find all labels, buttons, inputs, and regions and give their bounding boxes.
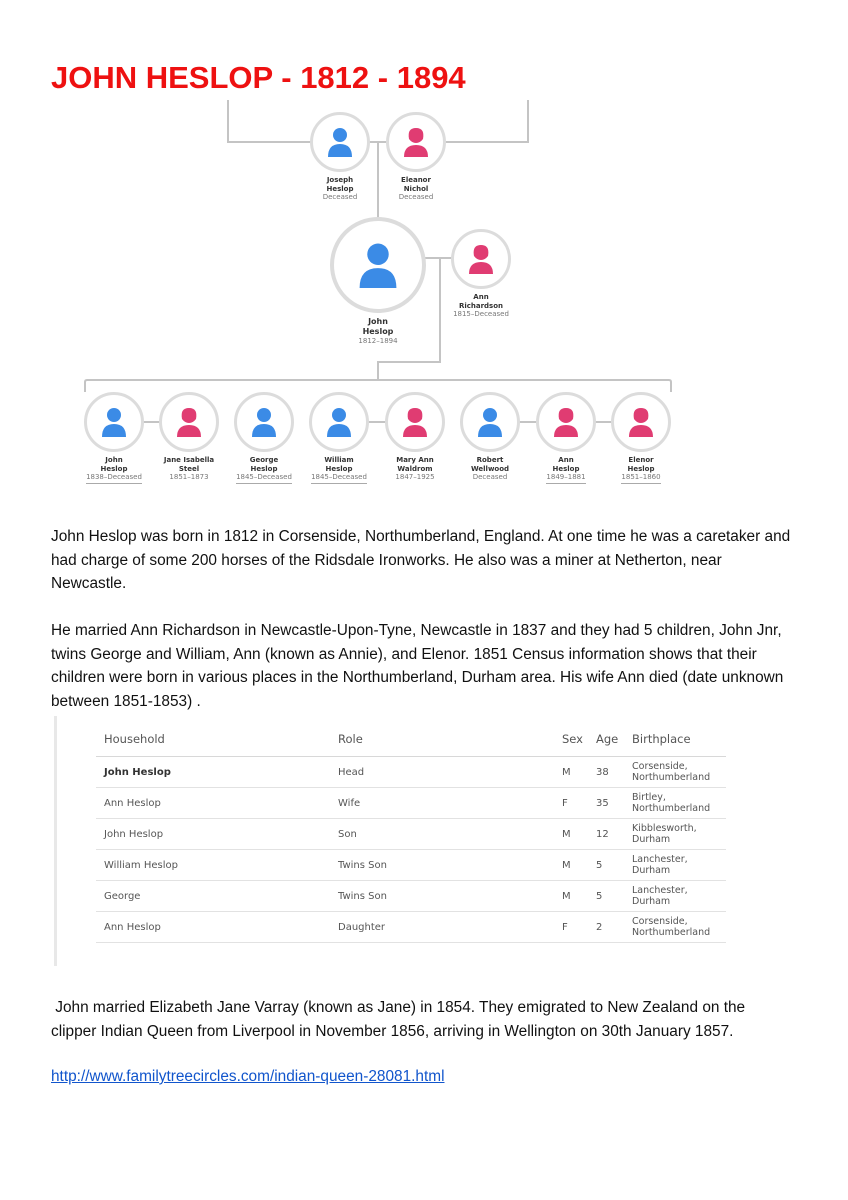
census-table [96, 726, 726, 943]
person-name: John Heslop [362, 317, 394, 336]
person-name: Jane Isabella Steel [163, 456, 215, 473]
person-dates: 1847–1925 [395, 473, 435, 481]
cell-role: Wife [330, 788, 554, 819]
person-name: Ann Richardson [458, 293, 504, 310]
cell-household: John Heslop [96, 757, 330, 788]
avatar [310, 112, 370, 172]
cell-age: 5 [588, 881, 624, 912]
female-person-icon [402, 407, 428, 437]
avatar [460, 392, 520, 452]
cell-age: 38 [588, 757, 624, 788]
paragraph-birth: John Heslop was born in 1812 in Corsenside, Northumberland, England. At one time he was a caretaker and had charge of some 200 horses of the Ridsdale Ironworks. He also was a miner at Netherton, near Newcastle. [51, 528, 791, 592]
cell-household: William Heslop [96, 850, 330, 881]
cell-sex: M [554, 819, 588, 850]
male-person-icon [358, 242, 398, 288]
avatar [84, 392, 144, 452]
cell-household: Ann Heslop [96, 912, 330, 943]
person-name: John Heslop [100, 456, 128, 473]
avatar [309, 392, 369, 452]
avatar [451, 229, 511, 289]
cell-age: 5 [588, 850, 624, 881]
male-person-icon [327, 127, 353, 157]
cell-sex: M [554, 881, 588, 912]
male-person-icon [101, 407, 127, 437]
person-name: Robert Wellwood [470, 456, 510, 473]
male-person-icon [251, 407, 277, 437]
avatar [536, 392, 596, 452]
table-row [96, 788, 726, 819]
cell-birthplace: Corsenside, Northumberland [624, 912, 726, 943]
page-title: JOHN HESLOP - 1812 - 1894 [51, 60, 466, 95]
cell-sex: M [554, 850, 588, 881]
column-header-age: Age [588, 726, 624, 757]
paragraph-emigration: John married Elizabeth Jane Varray (known as Jane) in 1854. They emigrated to New Zealand on the clipper Indian Queen from Liverpool in November 1856, arriving in Wellington on 30th January 1857. [51, 999, 750, 1040]
person-name: George Heslop [249, 456, 279, 473]
cell-household: Ann Heslop [96, 788, 330, 819]
person-name: Elenor Heslop [627, 456, 655, 473]
child-8[interactable] [596, 392, 686, 484]
male-person-icon [326, 407, 352, 437]
column-header-role: Role [330, 726, 554, 757]
cell-birthplace: Kibblesworth, Durham [624, 819, 726, 850]
female-person-icon [176, 407, 202, 437]
person-name: Joseph Heslop [326, 176, 354, 193]
person-john-heslop-subject[interactable] [330, 217, 426, 346]
person-ann-richardson[interactable] [436, 229, 526, 319]
person-dates: Deceased [322, 193, 358, 201]
female-person-icon [403, 127, 429, 157]
cell-role: Daughter [330, 912, 554, 943]
person-dates: Deceased [398, 193, 434, 201]
avatar [159, 392, 219, 452]
date-text: 1845–Deceased [311, 473, 367, 484]
avatar [330, 217, 426, 313]
table-row [96, 912, 726, 943]
person-name: Ann Heslop [552, 456, 580, 473]
column-header-birthplace: Birthplace [624, 726, 726, 757]
census-header-row [96, 726, 726, 757]
cell-birthplace: Lanchester, Durham [624, 881, 726, 912]
male-person-icon [477, 407, 503, 437]
cell-age: 35 [588, 788, 624, 819]
cell-role: Twins Son [330, 881, 554, 912]
avatar [611, 392, 671, 452]
date-text: 1845–Deceased [236, 473, 292, 484]
person-dates [596, 473, 686, 484]
cell-household: John Heslop [96, 819, 330, 850]
cell-role: Head [330, 757, 554, 788]
column-header-sex: Sex [554, 726, 588, 757]
children-bus-line [85, 380, 671, 392]
cell-sex: F [554, 788, 588, 819]
cell-birthplace: Birtley, Northumberland [624, 788, 726, 819]
column-header-household: Household [96, 726, 330, 757]
female-person-icon [553, 407, 579, 437]
cell-birthplace: Lanchester, Durham [624, 850, 726, 881]
census-frame-bar [54, 716, 57, 966]
person-dates: 1815–Deceased [453, 310, 509, 318]
table-row [96, 881, 726, 912]
person-name: Mary Ann Waldrom [396, 456, 434, 473]
date-text: 1851–1860 [621, 473, 660, 484]
avatar [386, 112, 446, 172]
person-name: William Heslop [324, 456, 354, 473]
cell-sex: M [554, 757, 588, 788]
avatar [385, 392, 445, 452]
person-dates: Deceased [472, 473, 508, 481]
cell-role: Twins Son [330, 850, 554, 881]
cell-sex: F [554, 912, 588, 943]
person-eleanor-nichol[interactable] [371, 112, 461, 202]
date-text: 1838–Deceased [86, 473, 142, 484]
table-row [96, 850, 726, 881]
cell-household: George [96, 881, 330, 912]
cell-age: 2 [588, 912, 624, 943]
avatar [234, 392, 294, 452]
person-name: Eleanor Nichol [401, 176, 431, 193]
family-tree [0, 100, 848, 500]
female-person-icon [628, 407, 654, 437]
person-dates: 1812–1894 [358, 337, 398, 345]
person-dates: 1851–1873 [169, 473, 209, 481]
cell-age: 12 [588, 819, 624, 850]
table-row [96, 819, 726, 850]
paragraph-marriage: He married Ann Richardson in Newcastle-Upon-Tyne, Newcastle in 1837 and they had 5 children, John Jnr, twins George and William, Ann (known as Annie), and Elenor. 1851 Census information shows that their children were born in various places in the Northumberland, Durham area. His wife Ann died (date unknown between 1851-1853) . [51, 622, 784, 710]
female-person-icon [468, 244, 494, 274]
date-text: 1849–1881 [546, 473, 585, 484]
cell-birthplace: Corsenside, Northumberland [624, 757, 726, 788]
table-row [96, 757, 726, 788]
cell-role: Son [330, 819, 554, 850]
indian-queen-link[interactable]: http://www.familytreecircles.com/indian-queen-28081.html [51, 1068, 445, 1085]
